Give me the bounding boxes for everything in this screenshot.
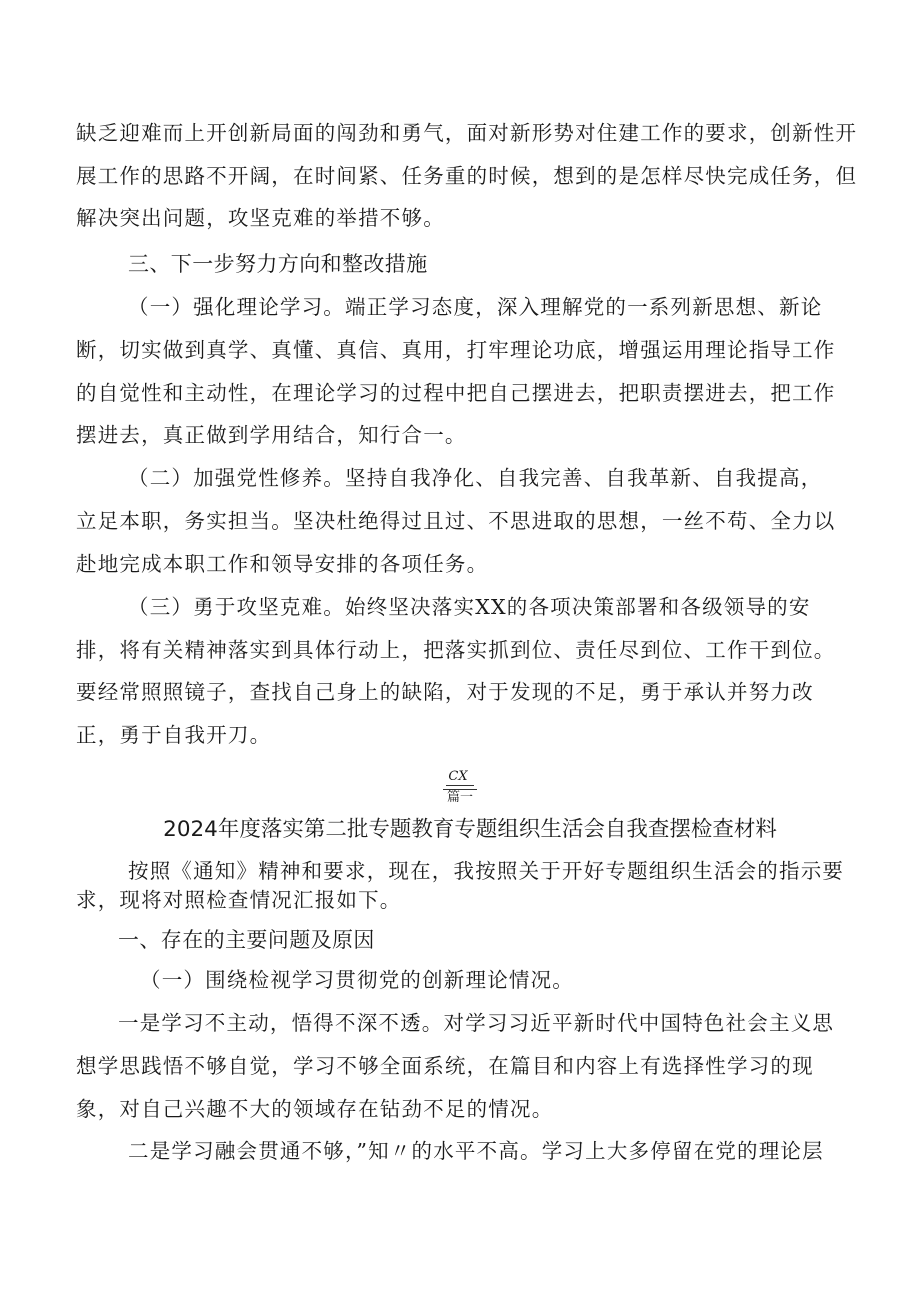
separator-label: 篇一	[443, 789, 477, 806]
point-1-line: 象，对自己兴趣不大的领域存在钻劲不足的情况。	[76, 1097, 554, 1121]
measure-3-line: 要经常照照镜子，查找自己身上的缺陷，对于发现的不足，勇于承认并努力改	[76, 680, 814, 704]
section-heading-3: 三、下一步努力方向和整改措施	[128, 252, 428, 276]
measure-1-line: 的自觉性和主动性，在理论学习的过程中把自己摆进去，把职责摆进去，把工作	[76, 381, 836, 405]
paragraph-line: 解决突出问题，攻坚克难的举措不够。	[76, 206, 445, 230]
point-2-line: 二是学习融会贯通不够，”知〃的水平不高。学习上大多停留在党的理论层	[128, 1139, 824, 1163]
section-heading-1: 一、存在的主要问题及原因	[118, 928, 375, 952]
intro-line: 求，现将对照检查情况汇报如下。	[76, 888, 402, 912]
document-separator	[0, 765, 920, 806]
paragraph-line: 展工作的思路不开阔，在时间紧、任务重的时候，想到的是怎样尽快完成任务，但	[76, 164, 858, 188]
measure-1-line: 摆进去，真正做到学用结合，知行合一。	[76, 423, 467, 447]
document-title: 2024年度落实第二批专题教育专题组织生活会自我查摆检查材料	[163, 817, 777, 842]
measure-1-line: 断，切实做到真学、真懂、真信、真用，打牢理论功底，增强运用理论指导工作	[76, 338, 836, 362]
measure-1-line: （一）强化理论学习。端正学习态度，深入理解党的一系列新思想、新论	[128, 295, 823, 319]
measure-2-line: 赴地完成本职工作和领导安排的各项任务。	[76, 552, 489, 576]
measure-3-line: 正，勇于自我开刀。	[76, 723, 272, 747]
subsection-heading: （一）围绕检视学习贯彻党的创新理论情况。	[140, 968, 574, 992]
measure-3-line: （三）勇于攻坚克难。始终坚决落实XX的各项决策部署和各级领导的安	[128, 595, 811, 619]
separator-mark: CX	[446, 769, 473, 786]
measure-2-line: 立足本职，务实担当。坚决杜绝得过且过、不思进取的思想，一丝不苟、全力以	[76, 509, 836, 533]
intro-line: 按照《通知》精神和要求，现在，我按照关于开好专题组织生活会的指示要	[128, 859, 845, 883]
measure-3-line: 排，将有关精神落实到具体行动上，把落实抓到位、责任尽到位、工作干到位。	[76, 638, 836, 662]
measure-2-line: （二）加强党性修养。坚持自我净化、自我完善、自我革新、自我提高，	[128, 466, 823, 490]
paragraph-line: 缺乏迎难而上开创新局面的闯劲和勇气，面对新形势对住建工作的要求，创新性开	[76, 121, 858, 145]
point-1-line: 一是学习不主动，悟得不深不透。对学习习近平新时代中国特色社会主义思	[118, 1011, 835, 1035]
point-1-line: 想学思践悟不够自觉，学习不够全面系统，在篇目和内容上有选择性学习的现	[76, 1054, 814, 1078]
